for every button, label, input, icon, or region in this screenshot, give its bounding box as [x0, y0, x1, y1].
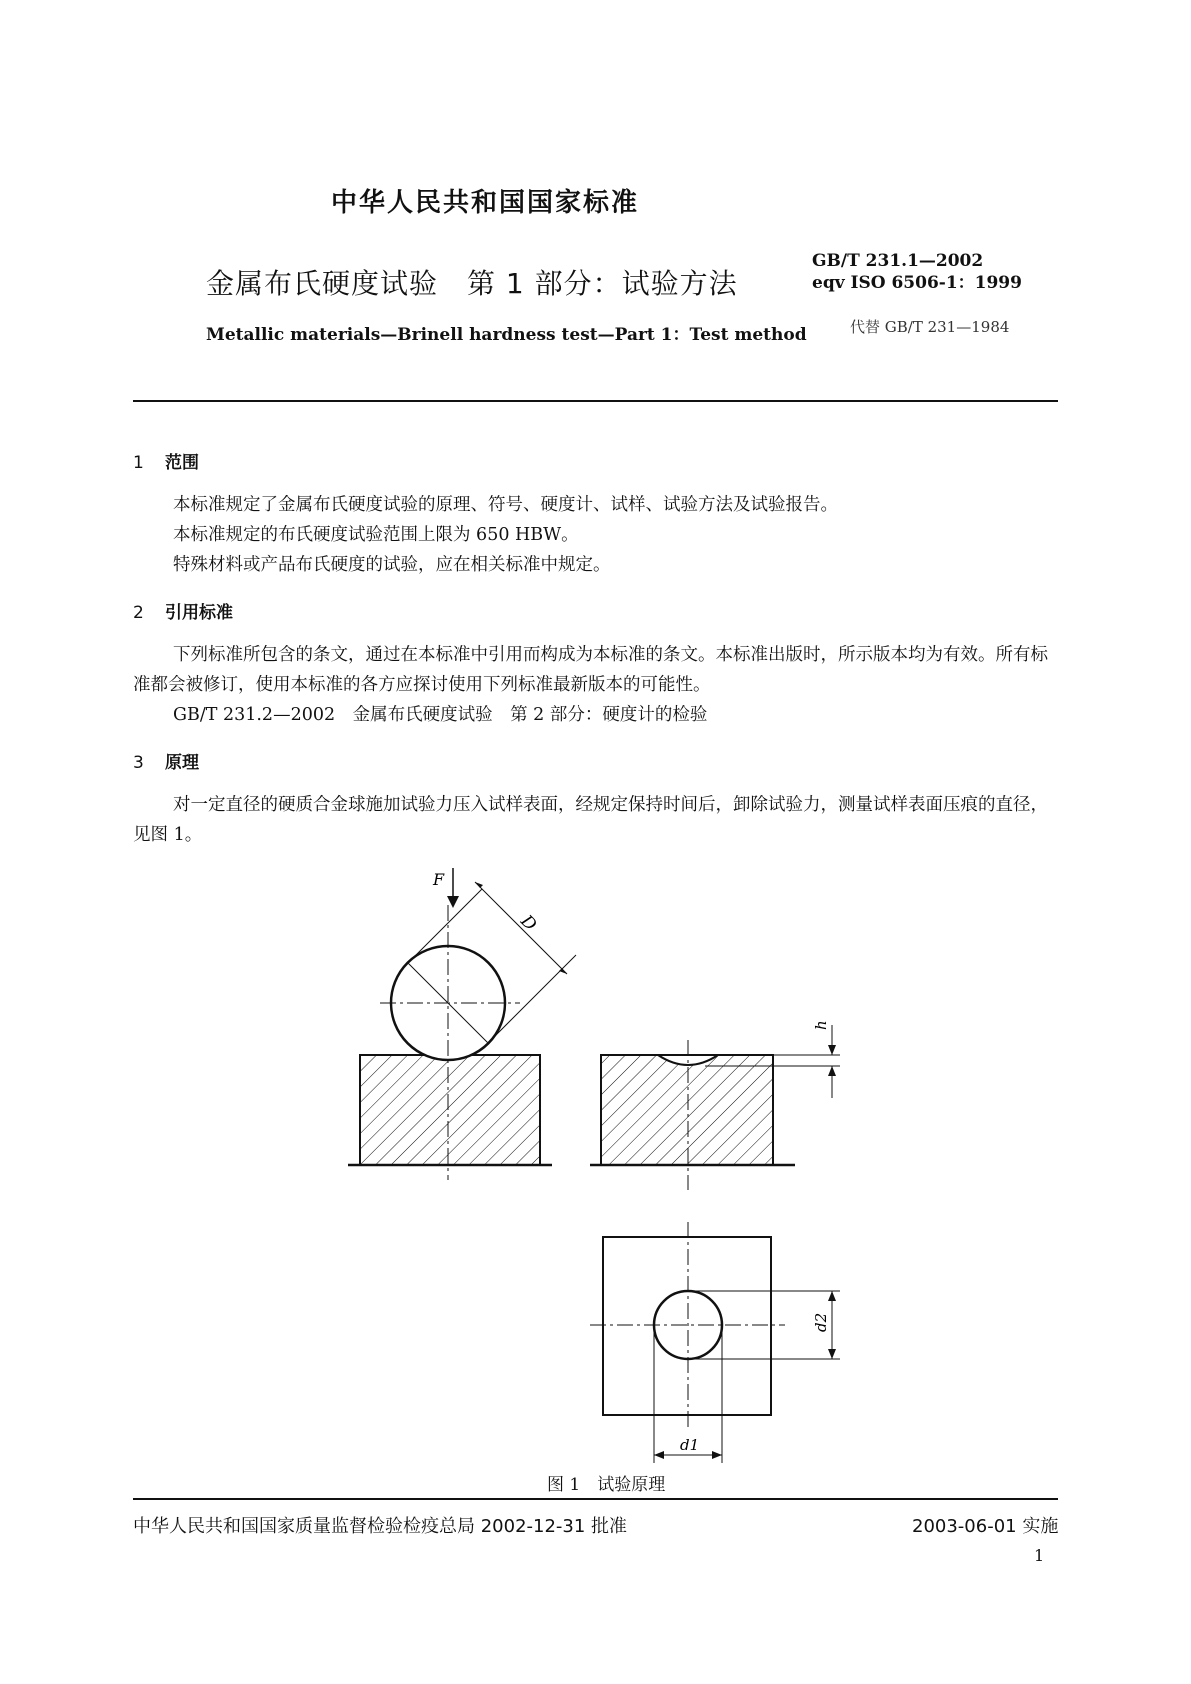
- national-standard-heading: 中华人民共和国国家标准: [331, 188, 640, 218]
- label-depth: h: [812, 1020, 830, 1030]
- effective-date: 2003-06-01 实施: [912, 1516, 1059, 1537]
- dimension-arrows: [828, 1045, 836, 1076]
- referenced-standard: GB/T 231.2—2002 金属布氏硬度试验 第 2 部分：硬度计的检验: [173, 705, 708, 725]
- iso-equivalence: eqv ISO 6506-1：1999: [812, 273, 1022, 293]
- paragraph: 本标准规定了金属布氏硬度试验的原理、符号、硬度计、试样、试验方法及试验报告。: [173, 495, 838, 515]
- top-view-diagram: [590, 1222, 840, 1463]
- approval-statement: 中华人民共和国国家质量监督检验检疫总局 2002-12-31 批准: [133, 1516, 628, 1537]
- specimen-block: [360, 1055, 540, 1165]
- paragraph: 下列标准所包含的条文，通过在本标准中引用而构成为本标准的条文。本标准出版时，所示版本均为有效。所有标准都会被修订，使用本标准的各方应探讨使用下列标准最新版本的可能性。: [133, 645, 1048, 695]
- indentation-cross-section: [590, 1020, 840, 1190]
- standard-code: GB/T 231.1—2002: [812, 251, 984, 271]
- label-d2: d2: [812, 1312, 830, 1332]
- section-number: 1: [133, 453, 144, 473]
- section-title: 范围: [165, 453, 199, 473]
- specimen-top-view: [603, 1237, 771, 1415]
- replaces-note: 代替 GB/T 231—1984: [850, 318, 1010, 336]
- force-arrow-head: [447, 896, 459, 908]
- section-title: 原理: [165, 753, 199, 773]
- ball-and-specimen-diagram: [348, 868, 576, 1180]
- figure-caption: 图 1 试验原理: [547, 1475, 666, 1495]
- indented-specimen-block: [601, 1055, 773, 1165]
- label-d1: d1: [680, 1436, 700, 1454]
- label-diameter: D: [516, 911, 541, 936]
- document-title-zh: 金属布氏硬度试验 第 1 部分：试验方法: [206, 267, 738, 300]
- document-title-en: Metallic materials—Brinell hardness test—Part 1：Test method: [206, 325, 807, 345]
- footer-divider: [133, 1498, 1058, 1500]
- paragraph: 本标准规定的布氏硬度试验范围上限为 650 HBW。: [173, 525, 579, 545]
- section-number: 3: [133, 753, 144, 773]
- paragraph: 对一定直径的硬质合金球施加试验力压入试样表面，经规定保持时间后，卸除试验力，测量试样表面压痕的直径，见图 1。: [133, 795, 1048, 845]
- paragraph: 特殊材料或产品布氏硬度的试验，应在相关标准中规定。: [173, 555, 611, 575]
- section-number: 2: [133, 603, 144, 623]
- page-number: 1: [1034, 1546, 1045, 1565]
- section-title: 引用标准: [165, 603, 233, 623]
- label-force: F: [433, 870, 445, 889]
